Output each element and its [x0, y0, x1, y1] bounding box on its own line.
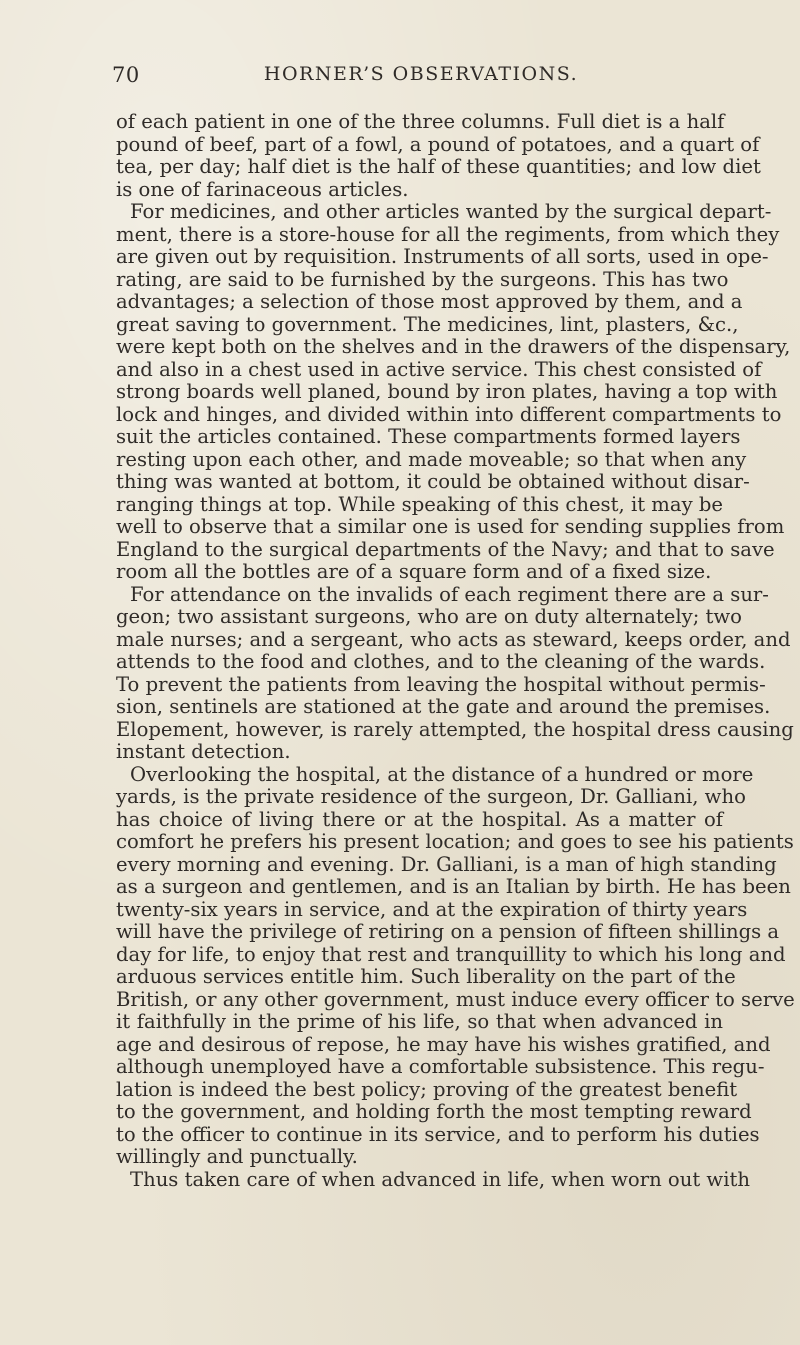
text-line: For medicines, and other articles wanted by the surgical depart-	[130, 200, 772, 223]
text-line: to the government, and holding forth the most tempting reward	[116, 1100, 752, 1123]
text-line: resting upon each other, and made moveable; so that when any	[116, 447, 747, 471]
text-line: willingly and punctually.	[116, 1145, 358, 1168]
text-line: advantages; a selection of those most approved by them, and a	[116, 290, 743, 313]
text-line: instant detection.	[116, 740, 291, 763]
text-line: sion, sentinels are stationed at the gate and around the premises.	[116, 695, 771, 718]
text-line: British, or any other government, must induce every officer to serve	[116, 987, 795, 1011]
text-line: will have the privilege of retiring on a pension of fifteen shillings a	[116, 920, 780, 943]
text-line: male nurses; and a sergeant, who acts as steward, keeps order, and	[116, 627, 791, 651]
text-line: ment, there is a store-house for all the regiments, from which they	[116, 222, 780, 246]
text-line: has choice of living there or at the hospital. As a matter of	[116, 807, 723, 831]
page-number: 70	[112, 63, 140, 87]
text-line: Elopement, however, is rarely attempted, the hospital dress causing	[116, 717, 794, 741]
text-line: although unemployed have a comfortable subsistence. This regu-	[116, 1055, 765, 1078]
text-line: yards, is the private residence of the surgeon, Dr. Galliani, who	[116, 785, 746, 808]
text-line: attends to the food and clothes, and to the cleaning of the wards.	[116, 650, 766, 673]
text-line: Overlooking the hospital, at the distance of a hundred or more	[130, 762, 754, 786]
text-line: comfort he prefers his present location; and goes to see his patients	[116, 830, 794, 853]
text-line: strong boards well planed, bound by iron plates, having a top with	[116, 380, 778, 403]
page-header	[112, 63, 730, 93]
text-line: great saving to government. The medicines, lint, plasters, &c.,	[116, 312, 739, 336]
text-line: arduous services entitle him. Such liberality on the part of the	[116, 965, 736, 988]
text-line: pound of beef, part of a fowl, a pound of potatoes, and a quart of	[116, 132, 760, 156]
text-line: Thus taken care of when advanced in life, when worn out with	[130, 1167, 750, 1191]
text-line: lock and hinges, and divided within into different compartments to	[116, 402, 782, 426]
text-line: and also in a chest used in active service. This chest consisted of	[116, 357, 762, 381]
text-line: geon; two assistant surgeons, who are on duty alternately; two	[116, 605, 742, 628]
body-text	[116, 110, 795, 1191]
text-line: it faithfully in the prime of his life, so that when advanced in	[116, 1010, 723, 1033]
text-line: every morning and evening. Dr. Galliani, is a man of high standing	[116, 852, 777, 876]
text-line: of each patient in one of the three columns. Full diet is a half	[116, 110, 725, 133]
text-line: lation is indeed the best policy; proving of the greatest benefit	[116, 1077, 738, 1101]
text-line: ranging things at top. While speaking of this chest, it may be	[116, 492, 724, 516]
text-line: are given out by requisition. Instruments of all sorts, used in ope-	[116, 245, 769, 268]
text-line: thing was wanted at bottom, it could be obtained without disar-	[116, 470, 750, 493]
text-line: rating, are said to be furnished by the surgeons. This has two	[116, 267, 729, 291]
text-line: room all the bottles are of a square form and of a fixed size.	[116, 560, 712, 583]
text-line: To prevent the patients from leaving the hospital without permis-	[116, 672, 766, 696]
running-head: HORNER’S OBSERVATIONS.	[263, 63, 579, 85]
text-line: twenty-six years in service, and at the expiration of thirty years	[116, 897, 748, 921]
text-line: age and desirous of repose, he may have his wishes gratified, and	[116, 1032, 771, 1056]
text-line: suit the articles contained. These compartments formed layers	[116, 425, 741, 448]
text-line: day for life, to enjoy that rest and tranquillity to which his long and	[116, 942, 786, 966]
text-line: For attendance on the invalids of each regiment there are a sur-	[130, 582, 769, 606]
text-line: as a surgeon and gentlemen, and is an Italian by birth. He has been	[116, 875, 791, 898]
text-line: tea, per day; half diet is the half of these quantities; and low diet	[116, 155, 761, 178]
text-line: were kept both on the shelves and in the drawers of the dispensary,	[116, 335, 791, 358]
text-line: to the officer to continue in its service, and to perform his duties	[116, 1122, 760, 1146]
text-line: England to the surgical departments of the Navy; and that to save	[116, 537, 775, 561]
text-line: is one of farinaceous articles.	[116, 177, 409, 201]
text-line: well to observe that a similar one is used for sending supplies from	[116, 515, 785, 538]
